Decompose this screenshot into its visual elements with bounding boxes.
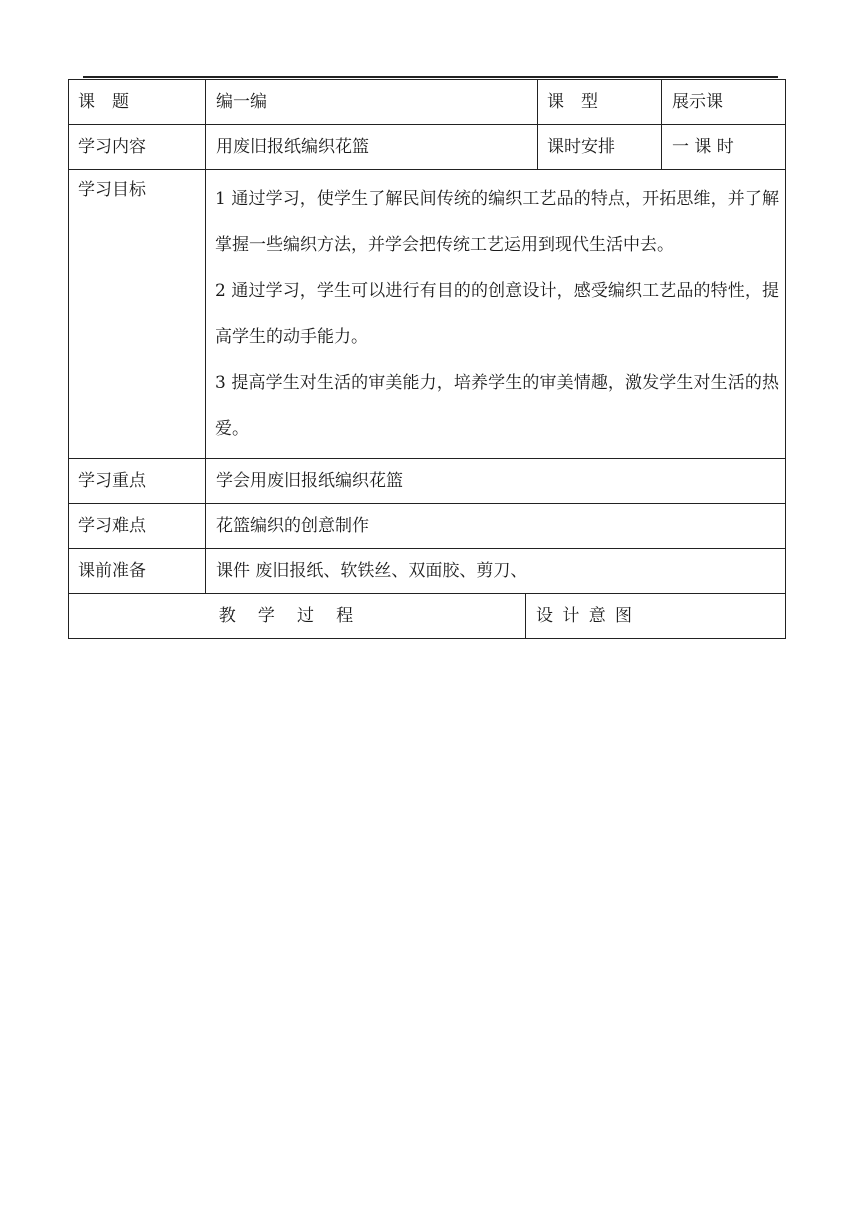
top-rule bbox=[83, 76, 778, 78]
content-value: 用废旧报纸编织花篮 bbox=[206, 125, 538, 170]
row-goals bbox=[69, 170, 786, 459]
row-key-point bbox=[69, 459, 786, 504]
goals-cell bbox=[206, 170, 786, 459]
process-heading: 教学过程 bbox=[69, 594, 526, 639]
goal-item-1: 1 通过学习，使学生了解民间传统的编织工艺品的特点，开拓思维，并了解掌握一些编织方法，并学会把传统工艺运用到现代生活中去。 bbox=[215, 189, 779, 255]
label-type: 课 型 bbox=[538, 80, 662, 125]
lesson-plan-table bbox=[68, 79, 786, 639]
row-difficulty bbox=[69, 504, 786, 549]
preparation-value: 课件 废旧报纸、软铁丝、双面胶、剪刀、 bbox=[206, 549, 786, 594]
intent-heading: 设计意图 bbox=[526, 594, 786, 639]
goal-item-2: 2 通过学习，学生可以进行有目的的创意设计，感受编织工艺品的特性，提高学生的动手能力。 bbox=[215, 281, 779, 347]
label-key-point: 学习重点 bbox=[69, 459, 206, 504]
row-topic bbox=[69, 80, 786, 125]
row-content bbox=[69, 125, 786, 170]
label-preparation: 课前准备 bbox=[69, 549, 206, 594]
label-content: 学习内容 bbox=[69, 125, 206, 170]
schedule-value: 一 课 时 bbox=[662, 125, 786, 170]
topic-value: 编一编 bbox=[206, 80, 538, 125]
key-point-value: 学会用废旧报纸编织花篮 bbox=[206, 459, 786, 504]
label-topic: 课 题 bbox=[69, 80, 206, 125]
goal-item-3: 3 提高学生对生活的审美能力，培养学生的审美情趣，激发学生对生活的热爱。 bbox=[215, 373, 779, 439]
row-preparation bbox=[69, 549, 786, 594]
type-value: 展示课 bbox=[662, 80, 786, 125]
label-goals: 学习目标 bbox=[69, 170, 206, 459]
row-footer bbox=[69, 594, 786, 639]
label-schedule: 课时安排 bbox=[538, 125, 662, 170]
difficulty-value: 花篮编织的创意制作 bbox=[206, 504, 786, 549]
label-difficulty: 学习难点 bbox=[69, 504, 206, 549]
